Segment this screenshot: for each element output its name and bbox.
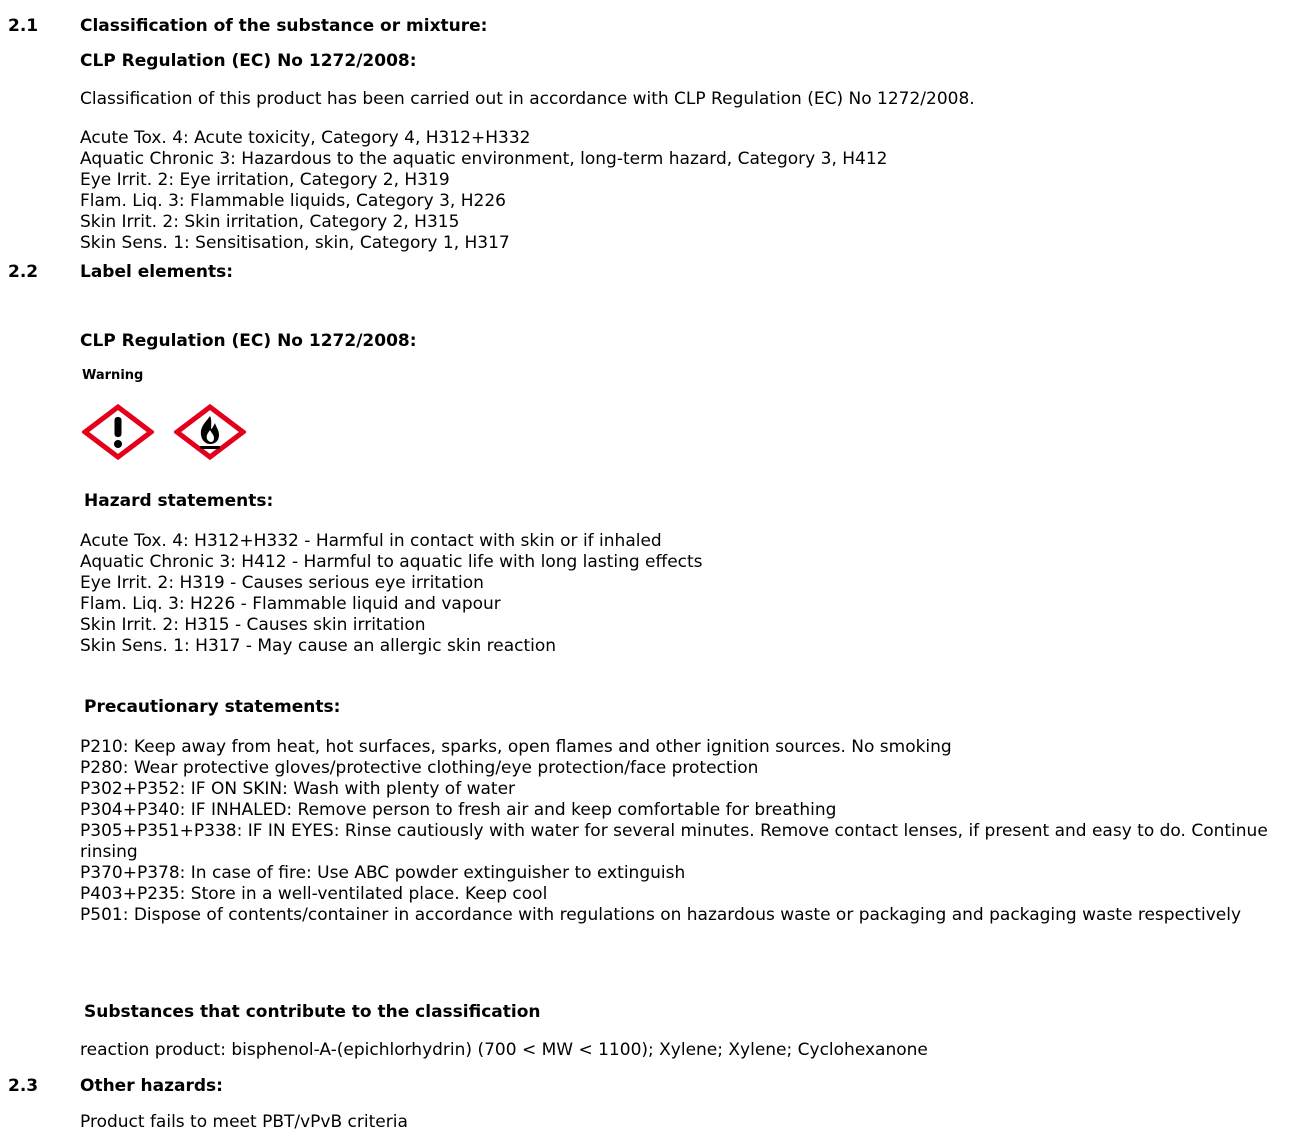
precautionary-statement: P403+P235: Store in a well-ventilated place. Keep cool (80, 884, 548, 904)
section-2-2-regulation-heading: CLP Regulation (EC) No 1272/2008: (80, 331, 417, 351)
precautionary-statement: P280: Wear protective gloves/protective clothing/eye protection/face protection (80, 758, 759, 778)
other-hazards-text: Product fails to meet PBT/vPvB criteria (80, 1112, 408, 1132)
section-2-3-number: 2.3 (8, 1076, 39, 1096)
section-2-2-number: 2.2 (8, 262, 39, 282)
precautionary-statement: P501: Dispose of contents/container in accordance with regulations on hazardous waste or packaging and packaging waste respectively (80, 905, 1242, 925)
precautionary-statement: P370+P378: In case of fire: Use ABC powder extinguisher to extinguish (80, 863, 686, 883)
flame-pictogram-icon (174, 404, 246, 460)
contributing-substances-heading: Substances that contribute to the classification (84, 1002, 541, 1022)
hazard-statements-heading: Hazard statements: (84, 491, 274, 511)
hazard-statements-list (80, 531, 703, 657)
section-2-2-title: Label elements: (80, 262, 234, 282)
hazard-statement: Eye Irrit. 2: H319 - Causes serious eye irritation (80, 573, 484, 593)
precautionary-statements-heading: Precautionary statements: (84, 697, 341, 717)
precautionary-statements-list (80, 737, 1316, 926)
hazard-statement: Flam. Liq. 3: H226 - Flammable liquid and vapour (80, 594, 501, 614)
classification-item: Flam. Liq. 3: Flammable liquids, Category 3, H226 (80, 191, 506, 211)
precautionary-statement: P210: Keep away from heat, hot surfaces, sparks, open flames and other ignition sources. No smoking (80, 737, 952, 757)
section-2-1-number: 2.1 (8, 16, 39, 36)
precautionary-statement: P305+P351+P338: IF IN EYES: Rinse cautiously with water for several minutes. Remove contact lenses, if present and easy to do. Continue rinsing (80, 821, 1268, 862)
hazard-statement: Acute Tox. 4: H312+H332 - Harmful in contact with skin or if inhaled (80, 531, 662, 551)
classification-intro: Classification of this product has been carried out in accordance with CLP Regulation (EC) No 1272/2008. (80, 89, 975, 109)
hazard-statement: Aquatic Chronic 3: H412 - Harmful to aquatic life with long lasting effects (80, 552, 703, 572)
contributing-substances-text: reaction product: bisphenol-A-(epichlorhydrin) (700 < MW < 1100); Xylene; Xylene; Cyclohexanone (80, 1040, 928, 1060)
classification-item: Acute Tox. 4: Acute toxicity, Category 4, H312+H332 (80, 128, 531, 148)
precautionary-statement: P302+P352: IF ON SKIN: Wash with plenty of water (80, 779, 516, 799)
section-2-3-title: Other hazards: (80, 1076, 223, 1096)
classification-item: Skin Sens. 1: Sensitisation, skin, Category 1, H317 (80, 233, 510, 253)
hazard-statement: Skin Sens. 1: H317 - May cause an allergic skin reaction (80, 636, 557, 656)
signal-word: Warning (82, 368, 144, 383)
classification-list (80, 128, 888, 254)
hazard-statement: Skin Irrit. 2: H315 - Causes skin irritation (80, 615, 426, 635)
classification-item: Skin Irrit. 2: Skin irritation, Category 2, H315 (80, 212, 460, 232)
classification-item: Aquatic Chronic 3: Hazardous to the aquatic environment, long-term hazard, Category 3, H412 (80, 149, 888, 169)
precautionary-statement: P304+P340: IF INHALED: Remove person to fresh air and keep comfortable for breathing (80, 800, 837, 820)
section-2-1-regulation-heading: CLP Regulation (EC) No 1272/2008: (80, 51, 417, 71)
exclamation-mark-pictogram-icon (82, 404, 154, 460)
classification-item: Eye Irrit. 2: Eye irritation, Category 2, H319 (80, 170, 450, 190)
section-2-1-title: Classification of the substance or mixture: (80, 16, 488, 36)
